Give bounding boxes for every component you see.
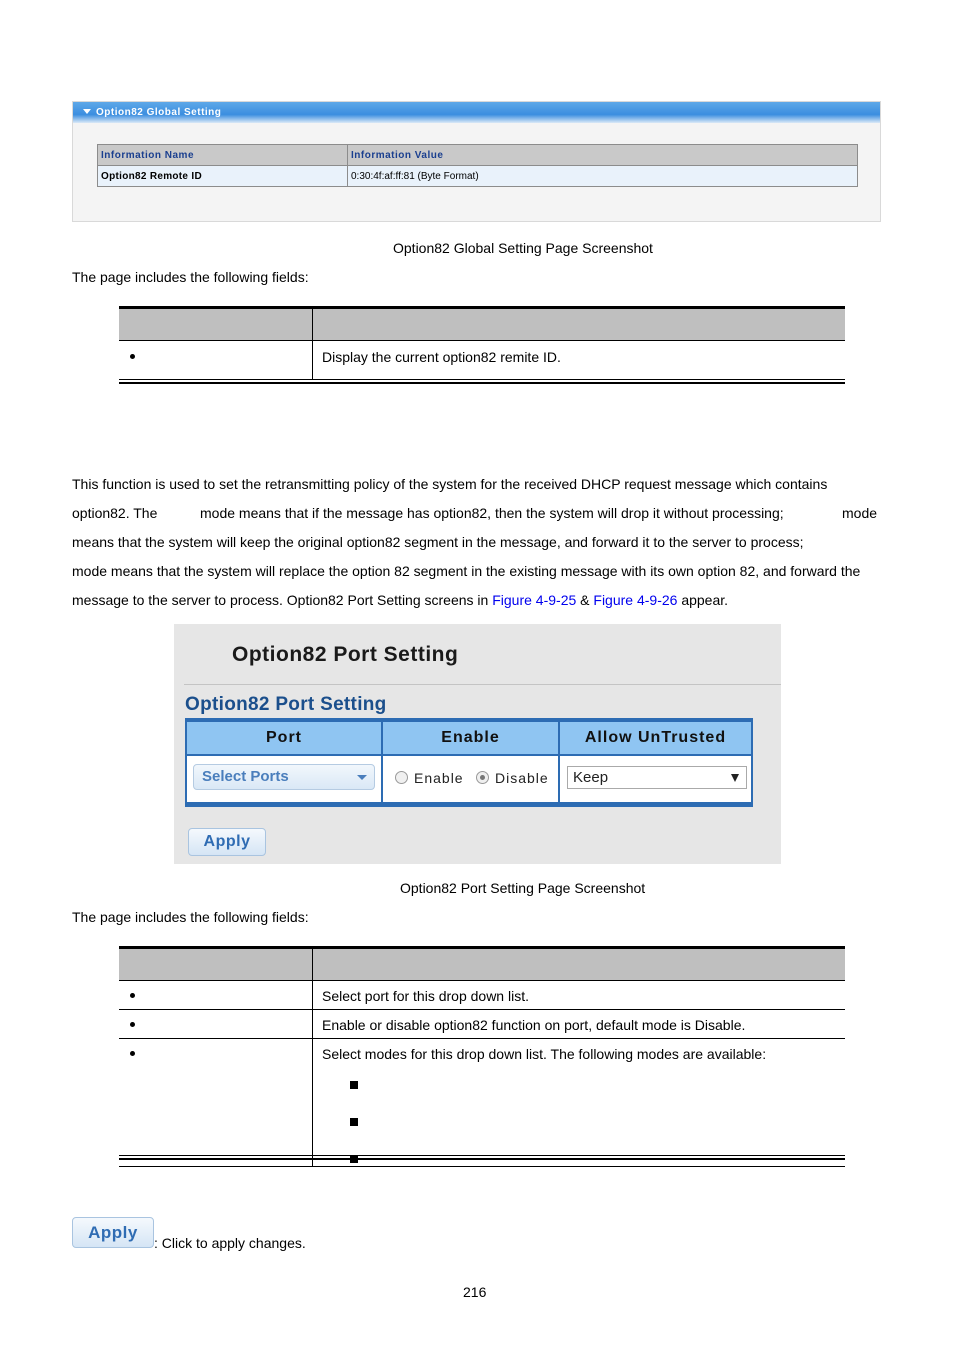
ampersand: & [580, 592, 590, 608]
apply-note-button[interactable]: Apply [72, 1217, 154, 1248]
remote-id-value: 0:30:4f:af:ff:81 (Byte Format) [348, 166, 858, 187]
mode-bullet-1 [350, 1076, 845, 1092]
port-cell [187, 756, 381, 802]
figure-link-2[interactable]: Figure 4-9-26 [593, 592, 678, 608]
remote-id-name: Option82 Remote ID [98, 166, 348, 187]
square-bullet-icon [350, 1118, 358, 1126]
page-title: Option82 Port Setting [232, 643, 459, 666]
allow-untrusted-value: Keep [573, 769, 609, 786]
caption-1: Option82 Global Setting Page Screenshot [393, 240, 653, 256]
fields-intro-2: The page includes the following fields: [72, 909, 309, 925]
chevron-down-icon [357, 775, 367, 780]
col-allow-untrusted: Allow UnTrusted [560, 722, 751, 754]
mode-bullet-2 [350, 1113, 845, 1129]
row-description: Enable or disable option82 function on port, default mode is Disable. [313, 1010, 846, 1039]
global-info-table [97, 144, 858, 187]
para-line-4: mode means that the system will replace the option 82 segment in the existing message with its own option 82, and forward the [72, 563, 861, 579]
bullet-icon [130, 1051, 135, 1056]
enable-radio-label: Enable [414, 770, 464, 786]
square-bullet-icon [350, 1081, 358, 1089]
para-line-2c: mode [842, 505, 878, 521]
table-row [119, 981, 845, 1010]
fields-table-2 [119, 949, 845, 1167]
table-row [119, 1039, 845, 1167]
para-line-1: This function is used to set the retransmitting policy of the system for the received DHCP request message which contains [72, 476, 828, 492]
para-line-3: means that the system will keep the original option82 segment in the message, and forward it to the server to process; [72, 534, 804, 550]
bullet-icon [130, 1022, 135, 1027]
global-setting-screenshot [72, 101, 881, 222]
table1-header-col1 [119, 309, 313, 341]
bullet-icon [130, 993, 135, 998]
row-description: Display the current option82 remite ID. [313, 341, 846, 380]
table2-bottom-rule [119, 1155, 845, 1160]
select-ports-dropdown[interactable] [193, 764, 375, 790]
allow-untrusted-cell [560, 756, 751, 802]
collapse-triangle-icon[interactable] [83, 109, 91, 114]
port-setting-table [185, 718, 753, 807]
para-line-2a: option82. The [72, 505, 158, 521]
enable-radio[interactable] [395, 771, 408, 784]
port-setting-screenshot [174, 624, 781, 864]
table-row [119, 1010, 845, 1039]
figure-link-1[interactable]: Figure 4-9-25 [492, 592, 577, 608]
page-number: 216 [463, 1284, 487, 1300]
fields-table-1 [119, 309, 845, 380]
row-description: Select port for this drop down list. [313, 981, 846, 1010]
bullet-icon [130, 354, 135, 359]
para-line-2b: mode means that if the message has option82, then the system will drop it without processing; [200, 505, 784, 521]
table2-header-col2 [313, 949, 846, 981]
panel-title: Option82 Global Setting [96, 107, 222, 118]
col-information-value: Information Value [348, 145, 858, 166]
panel-header[interactable] [73, 102, 880, 123]
allow-untrusted-select[interactable] [567, 766, 747, 789]
table1-bottom-rule [119, 379, 845, 384]
disable-radio[interactable] [476, 771, 489, 784]
enable-cell [383, 756, 558, 802]
section-title: Option82 Port Setting [185, 694, 387, 715]
divider [184, 684, 781, 685]
col-information-name: Information Name [98, 145, 348, 166]
para-line-5 [72, 593, 728, 607]
table-row [119, 341, 845, 380]
apply-button[interactable]: Apply [188, 828, 266, 856]
select-ports-label: Select Ports [202, 768, 289, 785]
dropdown-arrow-icon [731, 774, 739, 782]
table2-header-col1 [119, 949, 313, 981]
caption-2: Option82 Port Setting Page Screenshot [400, 880, 646, 896]
col-port: Port [187, 722, 381, 754]
disable-radio-label: Disable [495, 770, 549, 786]
fields-intro-1: The page includes the following fields: [72, 269, 309, 285]
para-line-5b: appear. [681, 592, 729, 608]
para-line-5a: message to the server to process. Option82 Port Setting screens in [72, 592, 489, 608]
row-description: Select modes for this drop down list. The following modes are available: [322, 1046, 767, 1062]
table1-header-col2 [313, 309, 846, 341]
apply-note-text: : Click to apply changes. [154, 1235, 306, 1251]
col-enable: Enable [383, 722, 558, 754]
